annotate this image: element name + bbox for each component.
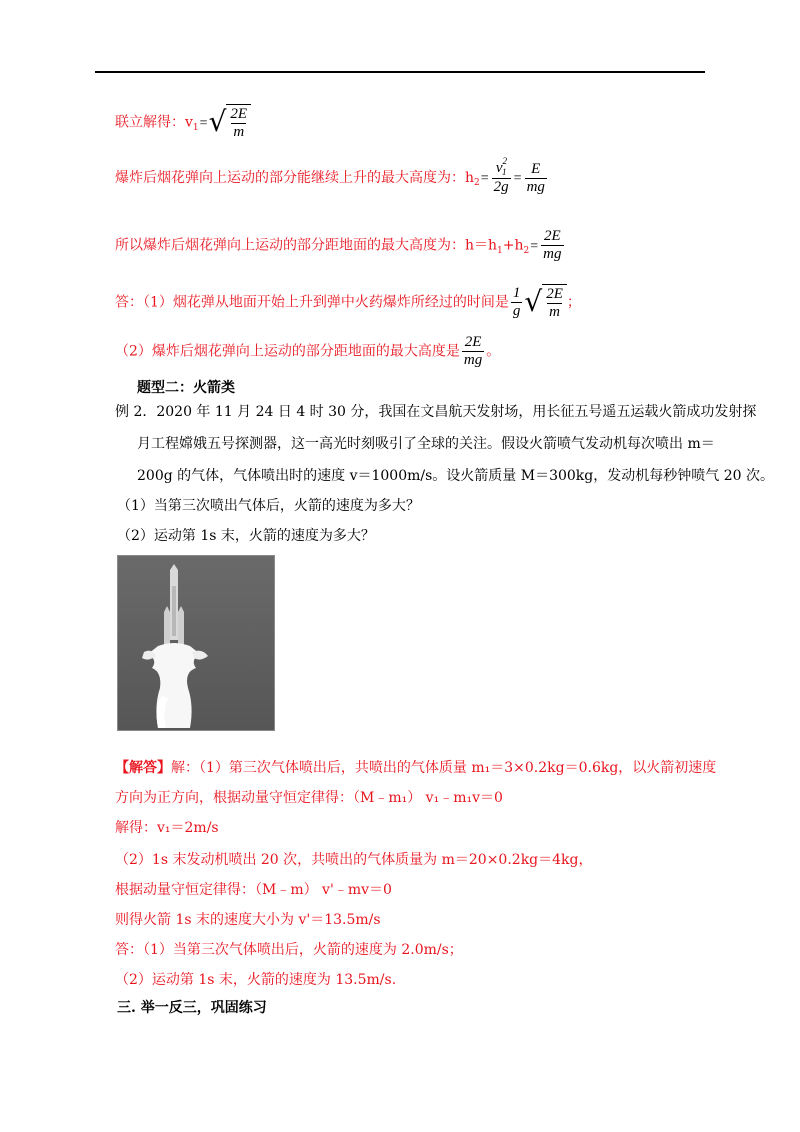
question-1: （1）当第三次喷出气体后，火箭的速度为多大？ [117, 498, 420, 514]
fraction: $\frac{1}{g}$ [512, 285, 521, 319]
solution-line-v1: 联立解得：$v_1=$ √ $\frac{2E}{m}$ [115, 104, 251, 141]
example-line-1: 例 2．2020 年 11 月 24 日 4 时 30 分，我国在文昌航天发射场，用长征五号遥五运载火箭成功发射探 [115, 404, 757, 420]
sqrt-expression: √ $\frac{2E}{m}$ [524, 284, 567, 321]
section-heading-practice: 三. 举一反三，巩固练习 [117, 1000, 267, 1016]
header-rule [95, 71, 705, 73]
fraction: $\frac{E}{mg}$ [526, 160, 545, 195]
solution-line-3: 解得：v₁＝2m/s [115, 820, 219, 836]
example-line-3: 200g 的气体，气体喷出时的速度 v＝1000m/s。设火箭质量 M＝300kg，发动机每秒钟喷气 20 次。 [137, 468, 774, 484]
solution-line-h2: 爆炸后烟花弹向上运动的部分能继续上升的最大高度为：$h_2=$ $\frac{v^2_1}{2g}$ = $\frac{E}{mg}$ [115, 156, 545, 195]
rocket-icon [118, 556, 274, 730]
solution-line-h: 所以爆炸后烟花弹向上运动的部分距地面的最大高度为：$h=h_1+h_2=$ $\frac{2E}{mg}$ [115, 228, 562, 262]
solution-line-5: 根据动量守恒定律得：（M﹣m） v'﹣mv＝0 [115, 882, 392, 898]
answer-line-2: （2）爆炸后烟花弹向上运动的部分距地面的最大高度是 $\frac{2E}{mg}$ 。 [115, 334, 501, 368]
example-line-2: 月工程嫦娥五号探测器，这一高光时刻吸引了全球的关注。假设火箭喷气发动机每次喷出 m＝ [137, 436, 715, 452]
solution-line-6: 则得火箭 1s 末的速度大小为 v'＝13.5m/s [115, 912, 381, 928]
sqrt-expression: √ $\frac{2E}{m}$ [209, 104, 252, 141]
solution-line-7: 答：（1）当第三次气体喷出后，火箭的速度为 2.0m/s； [115, 942, 463, 958]
solution-line-1: 【解答】解：（1）第三次气体喷出后，共喷出的气体质量 m₁＝3×0.2kg＝0.6kg，以火箭初速度 [115, 760, 717, 776]
solution-tag: 【解答】 [115, 760, 171, 776]
answer-line-1: 答：（1）烟花弹从地面开始上升到弹中火药爆炸所经过的时间是 $\frac{1}{g}$ √ $\frac{2E}{m}$ ； [115, 285, 581, 320]
rocket-launch-image [117, 555, 275, 731]
solution-line-8: （2）运动第 1s 末，火箭的速度为 13.5m/s. [115, 972, 397, 988]
question-2: （2）运动第 1s 末，火箭的速度为多大？ [117, 528, 375, 544]
fraction: $\frac{2E}{mg}$ [463, 334, 483, 368]
section-heading-rocket: 题型二：火箭类 [137, 380, 235, 396]
solution-line-4: （2）1s 末发动机喷出 20 次，共喷出的气体质量为 m＝20×0.2kg＝4kg， [115, 852, 593, 868]
solution-line-2: 方向为正方向，根据动量守恒定律得：（M﹣m₁） v₁﹣m₁v＝0 [115, 790, 503, 806]
fraction: $\frac{2E}{mg}$ [543, 228, 562, 262]
fraction: $\frac{v^2_1}{2g}$ [493, 156, 509, 195]
